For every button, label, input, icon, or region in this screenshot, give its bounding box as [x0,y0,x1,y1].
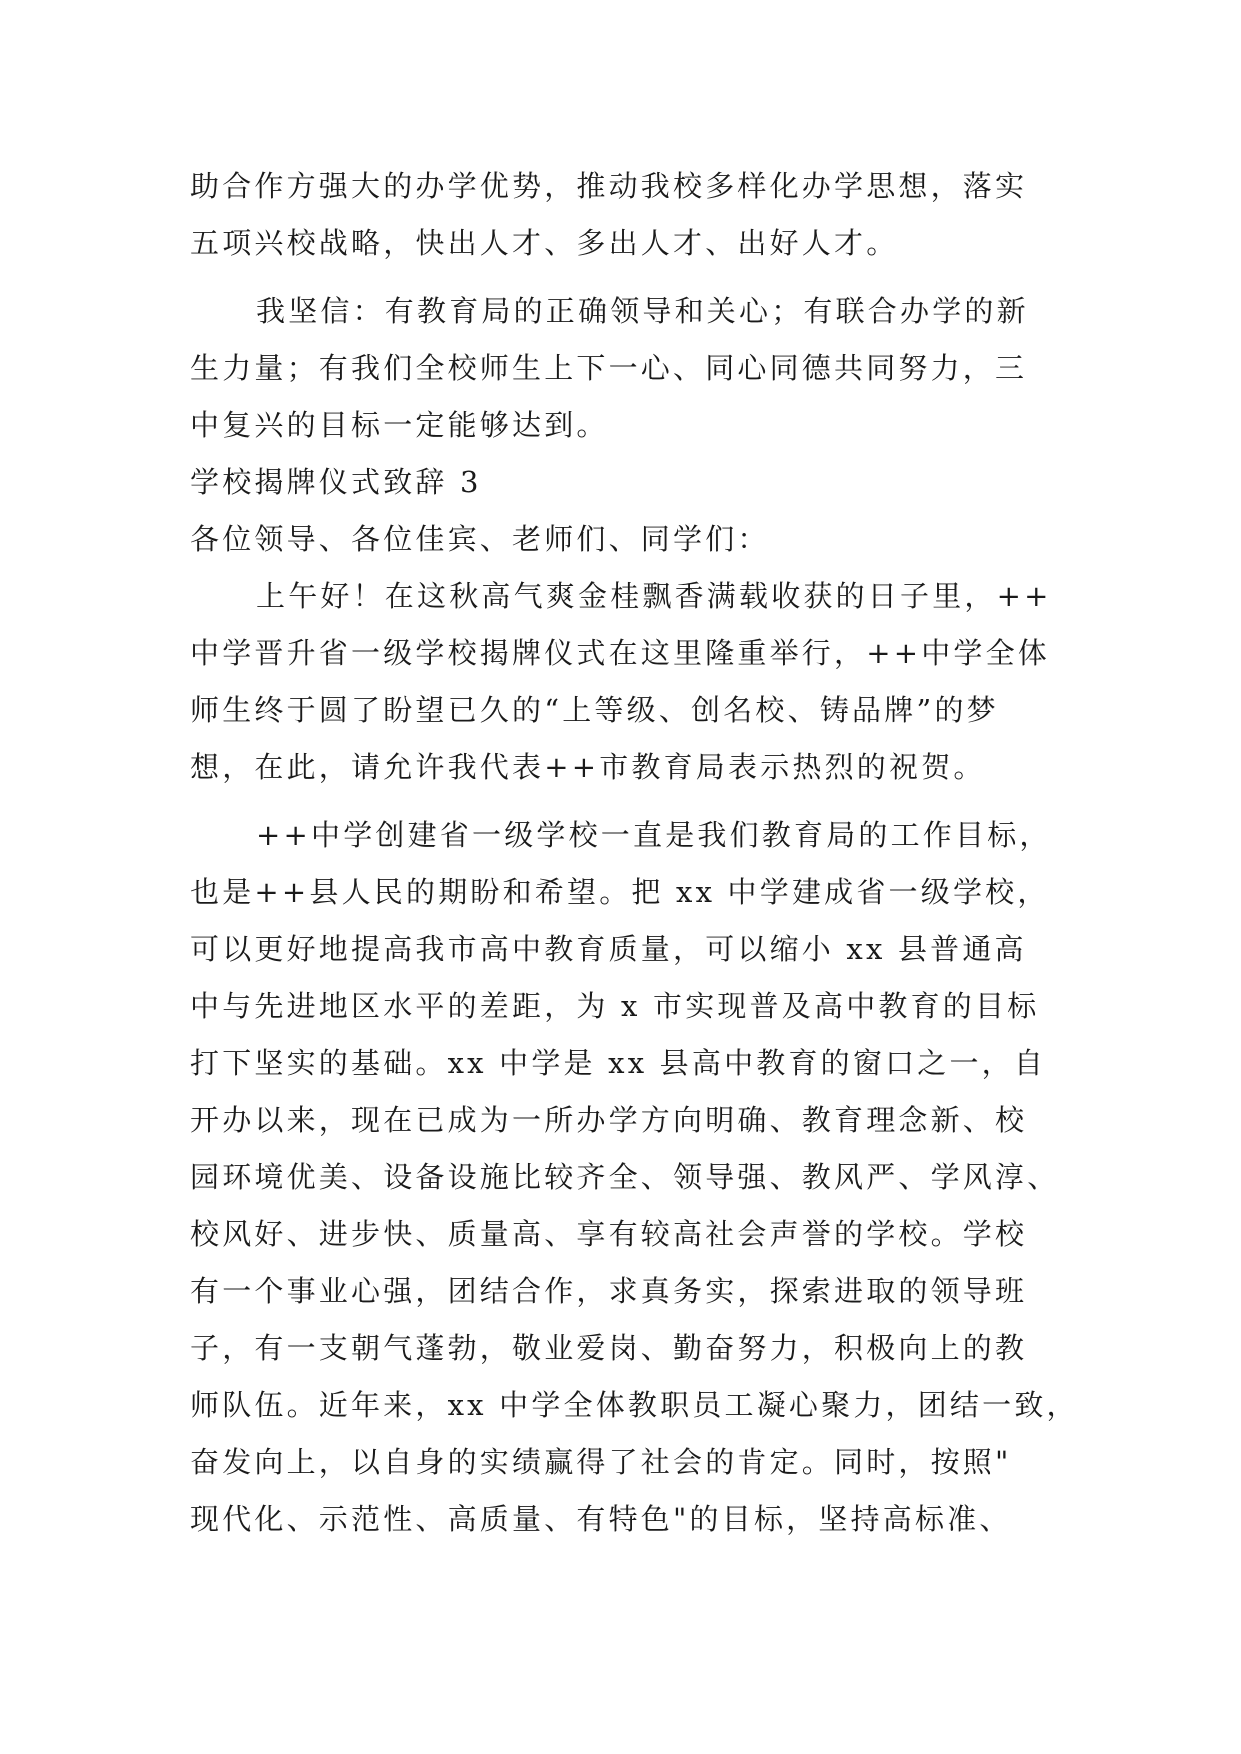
text-line: 开办以来，现在已成为一所办学方向明确、教育理念新、校 [190,1103,1028,1137]
text-line: 打下坚实的基础。xx 中学是 xx 县高中教育的窗口之一，自 [190,1046,1047,1080]
text-line: 我坚信：有教育局的正确领导和关心；有联合办学的新 [256,294,1029,328]
text-line: 现代化、示范性、高质量、有特色"的目标，坚持高标准、 [190,1502,1012,1536]
text-line: 可以更好地提高我市高中教育质量，可以缩小 xx 县普通高 [190,932,1027,966]
text-line: 校风好、进步快、质量高、享有较高社会声誉的学校。学校 [190,1217,1028,1251]
text-line: 子，有一支朝气蓬勃，敬业爱岗、勤奋努力，积极向上的教 [190,1331,1028,1365]
text-line: 中学晋升省一级学校揭牌仪式在这里隆重举行，++中学全体 [190,636,1050,670]
text-line: 生力量；有我们全校师生上下一心、同心同德共同努力，三 [190,351,1028,385]
text-line: 也是++县人民的期盼和希望。把 xx 中学建成省一级学校， [190,875,1050,909]
text-line: 园环境优美、设备设施比较齐全、领导强、教风严、学风淳、 [190,1160,1060,1194]
text-line: 中与先进地区水平的差距，为 x 市实现普及高中教育的目标 [190,989,1040,1023]
text-line: 师生终于圆了盼望已久的“上等级、创名校、铸品牌”的梦 [190,693,999,727]
text-line: 上午好！在这秋高气爽金桂飘香满载收获的日子里，++ [256,579,1052,613]
text-line: 有一个事业心强，团结合作，求真务实，探索进取的领导班 [190,1274,1028,1308]
text-line: 助合作方强大的办学优势，推动我校多样化办学思想，落实 [190,169,1028,203]
text-line: 各位领导、各位佳宾、老师们、同学们： [190,522,770,556]
text-line: 师队伍。近年来，xx 中学全体教职员工凝心聚力，团结一致， [190,1388,1079,1422]
text-line: 学校揭牌仪式致辞 3 [190,465,482,499]
text-line: 中复兴的目标一定能够达到。 [190,408,609,442]
text-line: 奋发向上，以自身的实绩赢得了社会的肯定。同时，按照" [190,1445,1012,1479]
document-page [190,158,1079,1548]
text-line: 五项兴校战略，快出人才、多出人才、出好人才。 [190,226,899,260]
text-line: 想，在此，请允许我代表++市教育局表示热烈的祝贺。 [190,750,986,784]
text-line: ++中学创建省一级学校一直是我们教育局的工作目标， [256,818,1052,852]
